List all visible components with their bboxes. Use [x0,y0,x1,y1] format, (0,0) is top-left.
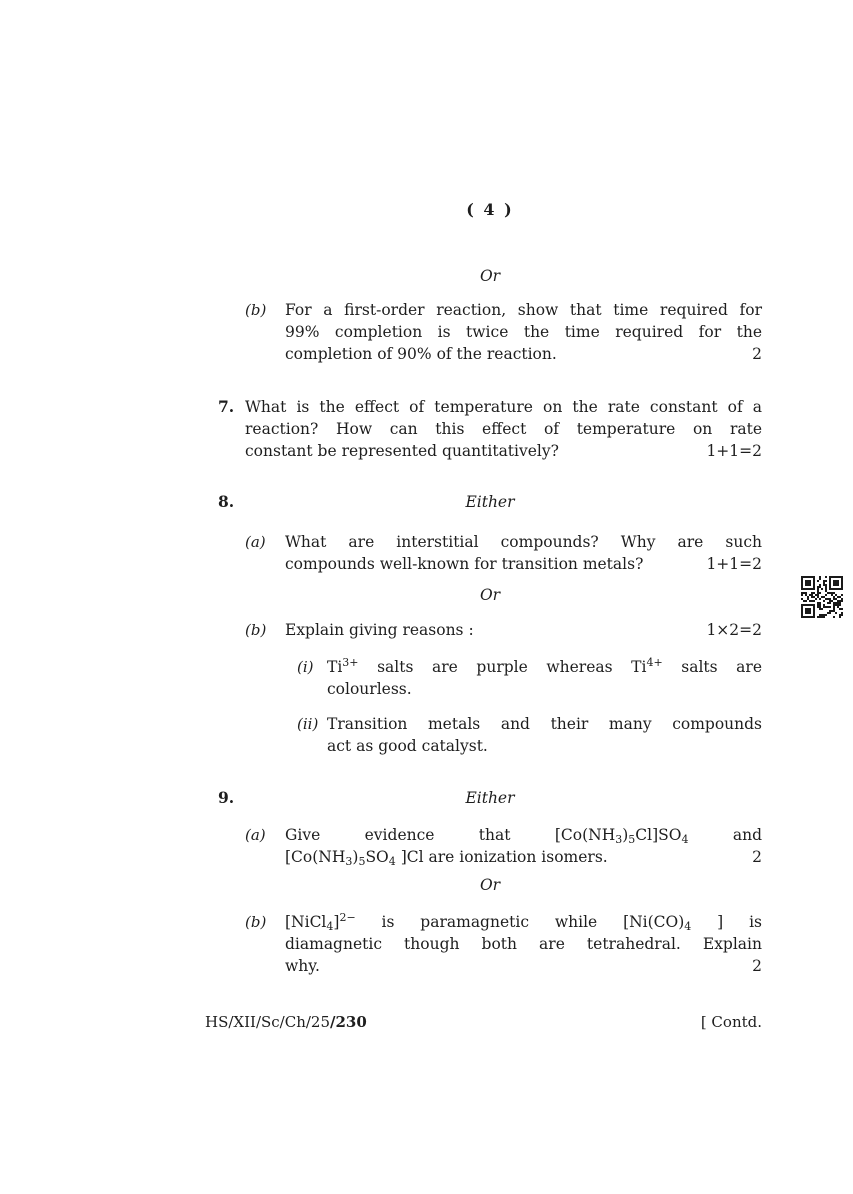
or-heading-8: Or [479,586,501,604]
text-line: Explain giving reasons : [285,621,474,639]
text-line: why. [285,957,320,975]
text-line: act as good catalyst. [327,737,488,755]
question-9b-text [285,911,762,977]
contd-label: [ Contd. [700,1013,762,1031]
question-8b-item-i-label: (i) [297,658,314,676]
question-9b [245,911,762,977]
question-8b [245,619,762,641]
paper-code [205,1012,367,1032]
question-7 [218,396,762,462]
question-8b-text [285,619,762,641]
text-line: $Ti^{3+}$ salts are purple whereas $Ti^{4+}$ salts are [327,656,762,676]
text-line: What is the effect of temperature on the rate constant of a [245,398,762,416]
question-6b-marks: 2 [752,345,762,363]
text-line: Transition metals and their many compounds [327,715,762,733]
or-heading-1: Or [479,267,501,285]
question-8-heading [218,491,762,513]
question-8b-item-ii-label: (ii) [297,715,319,733]
paper-code-prefix: HS/XII/Sc/Ch/25 [205,1013,331,1031]
question-8a-text [285,531,762,575]
question-8b-item-ii [297,713,762,757]
question-8b-marks: 1×2=2 [706,621,762,639]
text-line: [NiCl4]$^{2-}$ is paramagnetic while [Ni(CO)4 ] is [285,911,762,933]
question-7-marks: 1+1=2 [706,442,762,460]
text-line: compounds well-known for transition metals? [285,555,644,573]
question-9a-label: (a) [245,826,266,844]
text-line: reaction? How can this effect of temperature on rate [245,420,762,438]
question-9b-label: (b) [245,913,267,931]
question-7-number: 7. [218,397,235,416]
either-heading-8: Either [465,493,515,511]
qr-code-icon [801,576,843,618]
question-8b-label: (b) [245,621,267,639]
question-9a-marks: 2 [752,848,762,866]
question-9a-text [285,824,762,868]
question-8a [245,531,762,575]
question-9-heading [218,787,762,809]
question-8a-label: (a) [245,533,266,551]
either-heading-9: Either [465,789,515,807]
page-number: ( 4 ) [466,200,514,219]
question-8b-item-ii-text [327,713,762,757]
question-7-text [245,396,762,462]
text-line: Give evidence that [Co(NH3)5Cl]SO4 and [285,826,762,846]
text-line: For a first-order reaction, show that time required for [285,301,762,319]
question-6b [245,299,762,365]
question-8b-item-i-text [327,656,762,700]
text-line: colourless. [327,680,412,698]
question-9a [245,824,762,868]
text-line: 99% completion is twice the time required for the [285,323,762,341]
text-line: What are interstitial compounds? Why are such [285,533,762,551]
question-9-number: 9. [218,788,235,807]
text-line: constant be represented quantitatively? [245,442,559,460]
question-paper-content [218,0,762,977]
question-6b-text [285,299,762,365]
text-line: [Co(NH3)5SO4 ]Cl are ionization isomers. [285,848,608,868]
paper-code-number: /230 [330,1013,367,1031]
question-8-number: 8. [218,492,235,511]
or-heading-9: Or [479,876,501,894]
question-8a-marks: 1+1=2 [706,555,762,573]
page-footer [205,1012,762,1032]
text-line: completion of 90% of the reaction. [285,345,557,363]
question-6b-label: (b) [245,301,267,319]
question-8b-item-i [297,656,762,700]
question-9b-marks: 2 [752,957,762,975]
text-line: diamagnetic though both are tetrahedral. Explain [285,935,762,953]
